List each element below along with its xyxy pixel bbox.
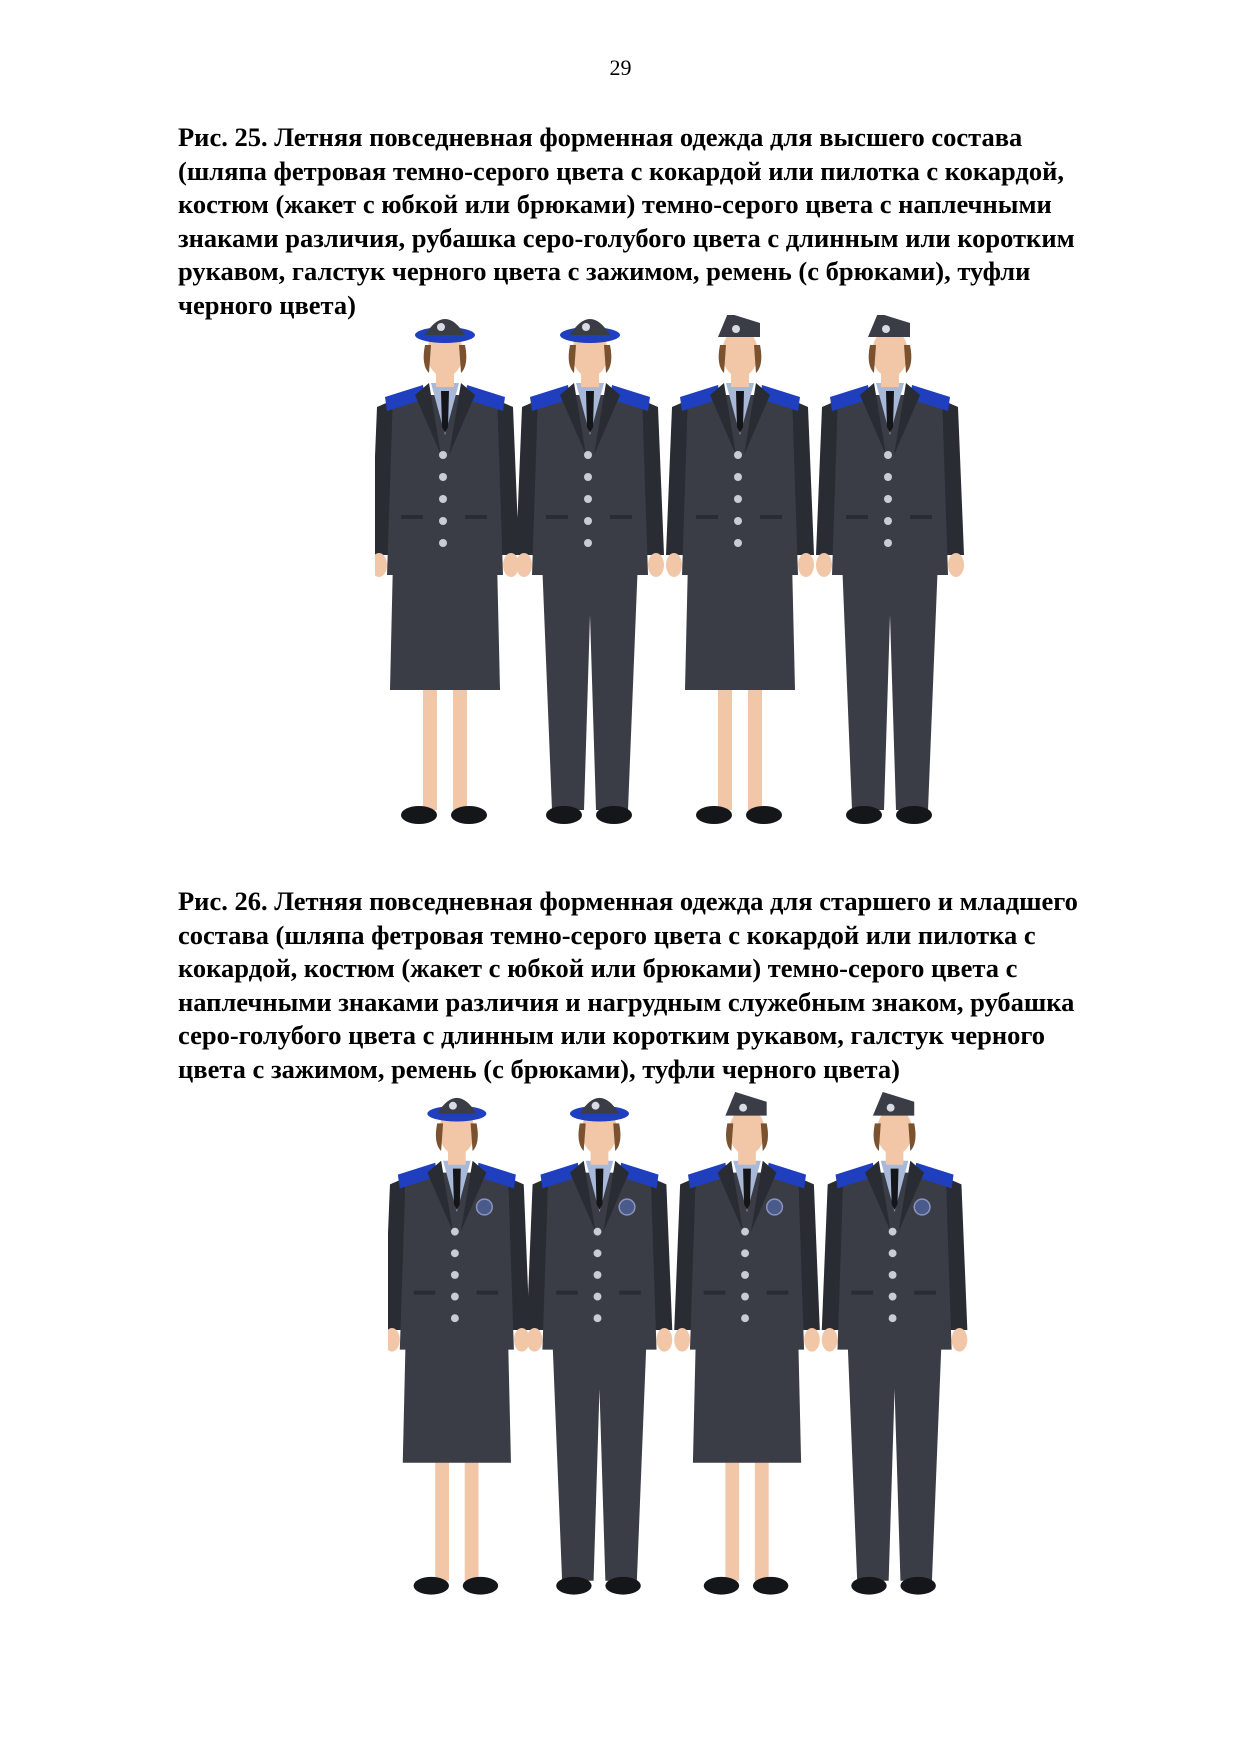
skirt xyxy=(685,560,795,690)
pocket-flap xyxy=(414,1291,436,1295)
button xyxy=(584,539,592,547)
uniform-figure xyxy=(674,1092,820,1595)
garrison-cap xyxy=(868,315,910,337)
shoe xyxy=(556,1577,591,1595)
caption-line: Рис. 25. Летняя повседневная форменная одежда для высшего состава xyxy=(178,122,1023,152)
hair xyxy=(904,345,911,373)
breast-badge xyxy=(619,1199,635,1215)
hair xyxy=(578,1123,585,1151)
uniform-figures-svg xyxy=(375,315,985,855)
figure-26-illustration xyxy=(388,1092,988,1627)
cockade-icon xyxy=(592,1102,600,1110)
skirt xyxy=(390,560,500,690)
button xyxy=(884,539,892,547)
hand xyxy=(822,1328,838,1352)
pocket-flap xyxy=(696,515,718,519)
hair xyxy=(761,1123,768,1151)
hair xyxy=(613,1123,620,1151)
leg xyxy=(465,1448,479,1581)
pocket-flap xyxy=(767,1291,789,1295)
trousers xyxy=(847,1335,941,1581)
button xyxy=(451,1228,459,1236)
button xyxy=(594,1249,602,1257)
shoe xyxy=(696,806,732,824)
cockade-icon xyxy=(582,323,590,331)
button xyxy=(451,1314,459,1322)
hand xyxy=(516,553,532,577)
shoe xyxy=(753,1577,788,1595)
button xyxy=(584,517,592,525)
garrison-cap xyxy=(725,1092,766,1116)
button xyxy=(594,1228,602,1236)
caption-line: (шляпа фетровая темно-серого цвета с кокардой или пилотка с кокардой, xyxy=(178,155,1064,186)
hand xyxy=(804,1328,820,1352)
button xyxy=(451,1249,459,1257)
shoe xyxy=(900,1577,935,1595)
pocket-flap xyxy=(704,1291,726,1295)
button xyxy=(741,1249,749,1257)
figure-26-caption xyxy=(178,885,1183,1086)
pocket-flap xyxy=(851,1291,873,1295)
breast-badge xyxy=(767,1199,783,1215)
button xyxy=(889,1228,897,1236)
tie xyxy=(891,1169,899,1210)
button xyxy=(741,1314,749,1322)
caption-line: черного цвета) xyxy=(178,289,356,320)
pocket-flap xyxy=(760,515,782,519)
button xyxy=(439,451,447,459)
button xyxy=(734,451,742,459)
button xyxy=(889,1271,897,1279)
shoe xyxy=(463,1577,498,1595)
button xyxy=(594,1314,602,1322)
button xyxy=(734,539,742,547)
hair xyxy=(719,345,726,373)
leg xyxy=(755,1448,769,1581)
leg xyxy=(423,675,437,810)
hand xyxy=(666,553,682,577)
caption-line: костюм (жакет с юбкой или брюками) темно-серого цвета с наплечными xyxy=(178,189,1052,219)
button xyxy=(889,1293,897,1301)
cockade-icon xyxy=(449,1102,457,1110)
tie xyxy=(453,1169,461,1210)
cockade-icon xyxy=(732,325,740,333)
caption-line: цвета с зажимом, ремень (с брюками), туфли черного цвета) xyxy=(178,1053,900,1084)
hand xyxy=(952,1328,968,1352)
button xyxy=(734,517,742,525)
hair xyxy=(604,345,611,373)
tie xyxy=(586,391,594,433)
uniform-figure xyxy=(822,1092,968,1595)
garrison-cap xyxy=(873,1092,914,1116)
hair xyxy=(908,1123,915,1151)
button xyxy=(439,473,447,481)
button xyxy=(439,539,447,547)
trousers xyxy=(552,1335,646,1581)
cockade-icon xyxy=(882,325,890,333)
button xyxy=(439,517,447,525)
tie xyxy=(743,1169,751,1210)
pocket-flap xyxy=(910,515,932,519)
tie xyxy=(886,391,894,433)
shoe xyxy=(401,806,437,824)
skirt xyxy=(403,1335,511,1463)
pocket-flap xyxy=(914,1291,936,1295)
shoe xyxy=(851,1577,886,1595)
hair xyxy=(569,345,576,373)
hat-crown xyxy=(437,1098,476,1114)
uniform-figure xyxy=(388,1098,530,1595)
uniform-figure xyxy=(516,319,664,824)
hair xyxy=(424,345,431,373)
breast-badge xyxy=(914,1199,930,1215)
button xyxy=(889,1249,897,1257)
shoe xyxy=(596,806,632,824)
button xyxy=(889,1314,897,1322)
button xyxy=(734,495,742,503)
breast-badge xyxy=(477,1199,493,1215)
hair xyxy=(726,1123,733,1151)
pocket-flap xyxy=(619,1291,641,1295)
shoe xyxy=(605,1577,640,1595)
tie xyxy=(441,391,449,433)
hand xyxy=(657,1328,673,1352)
button xyxy=(741,1271,749,1279)
trousers xyxy=(842,560,938,810)
hand xyxy=(527,1328,543,1352)
button xyxy=(884,517,892,525)
pocket-flap xyxy=(556,1291,578,1295)
button xyxy=(594,1271,602,1279)
hair xyxy=(436,1123,443,1151)
uniform-figure xyxy=(375,319,519,824)
caption-line: знаками различия, рубашка серо-голубого цвета с длинным или коротким xyxy=(178,222,1075,253)
button xyxy=(584,495,592,503)
button xyxy=(734,473,742,481)
skirt xyxy=(693,1335,801,1463)
caption-line: серо-голубого цвета с длинным или коротким рукавом, галстук черного xyxy=(178,1020,1046,1050)
button xyxy=(584,451,592,459)
button xyxy=(884,495,892,503)
button xyxy=(884,451,892,459)
button xyxy=(451,1293,459,1301)
hand xyxy=(388,1328,400,1352)
shoe xyxy=(846,806,882,824)
pocket-flap xyxy=(477,1291,499,1295)
shoe xyxy=(546,806,582,824)
hand xyxy=(648,553,664,577)
leg xyxy=(725,1448,739,1581)
hand xyxy=(948,553,964,577)
figure-25-caption xyxy=(178,121,1183,322)
hair xyxy=(874,1123,881,1151)
button xyxy=(451,1271,459,1279)
leg xyxy=(453,675,467,810)
button xyxy=(884,473,892,481)
caption-line: состава (шляпа фетровая темно-серого цвета с кокардой или пилотка с xyxy=(178,919,1036,950)
shoe xyxy=(746,806,782,824)
hair xyxy=(459,345,466,373)
pocket-flap xyxy=(610,515,632,519)
cockade-icon xyxy=(739,1104,747,1112)
tie xyxy=(596,1169,604,1210)
caption-line: кокардой, костюм (жакет с юбкой или брюками) темно-серого цвета с xyxy=(178,953,1018,983)
trousers xyxy=(542,560,638,810)
uniform-figures-svg xyxy=(388,1092,988,1627)
leg xyxy=(718,675,732,810)
uniform-figure xyxy=(816,315,964,824)
hair xyxy=(754,345,761,373)
hand xyxy=(816,553,832,577)
uniform-figure xyxy=(666,315,814,824)
shoe xyxy=(704,1577,739,1595)
shoe xyxy=(414,1577,449,1595)
hand xyxy=(375,553,387,577)
button xyxy=(594,1293,602,1301)
hand xyxy=(798,553,814,577)
button xyxy=(584,473,592,481)
shoe xyxy=(896,806,932,824)
shoe xyxy=(451,806,487,824)
hand xyxy=(674,1328,690,1352)
uniform-figure xyxy=(527,1098,673,1595)
pocket-flap xyxy=(846,515,868,519)
button xyxy=(741,1293,749,1301)
button xyxy=(439,495,447,503)
cockade-icon xyxy=(437,323,445,331)
pocket-flap xyxy=(546,515,568,519)
page-number: 29 xyxy=(609,55,632,80)
hair xyxy=(471,1123,478,1151)
leg xyxy=(435,1448,449,1581)
pocket-flap xyxy=(401,515,423,519)
hair xyxy=(869,345,876,373)
caption-line: Рис. 26. Летняя повседневная форменная одежда для старшего и младшего xyxy=(178,886,1078,916)
cockade-icon xyxy=(887,1104,895,1112)
leg xyxy=(748,675,762,810)
caption-line: рукавом, галстук черного цвета с зажимом, ремень (с брюками), туфли xyxy=(178,256,1031,286)
tie xyxy=(736,391,744,433)
button xyxy=(741,1228,749,1236)
garrison-cap xyxy=(718,315,760,337)
caption-line: наплечными знаками различия и нагрудным служебным знаком, рубашка xyxy=(178,986,1075,1017)
figure-25-illustration xyxy=(375,315,985,855)
pocket-flap xyxy=(465,515,487,519)
